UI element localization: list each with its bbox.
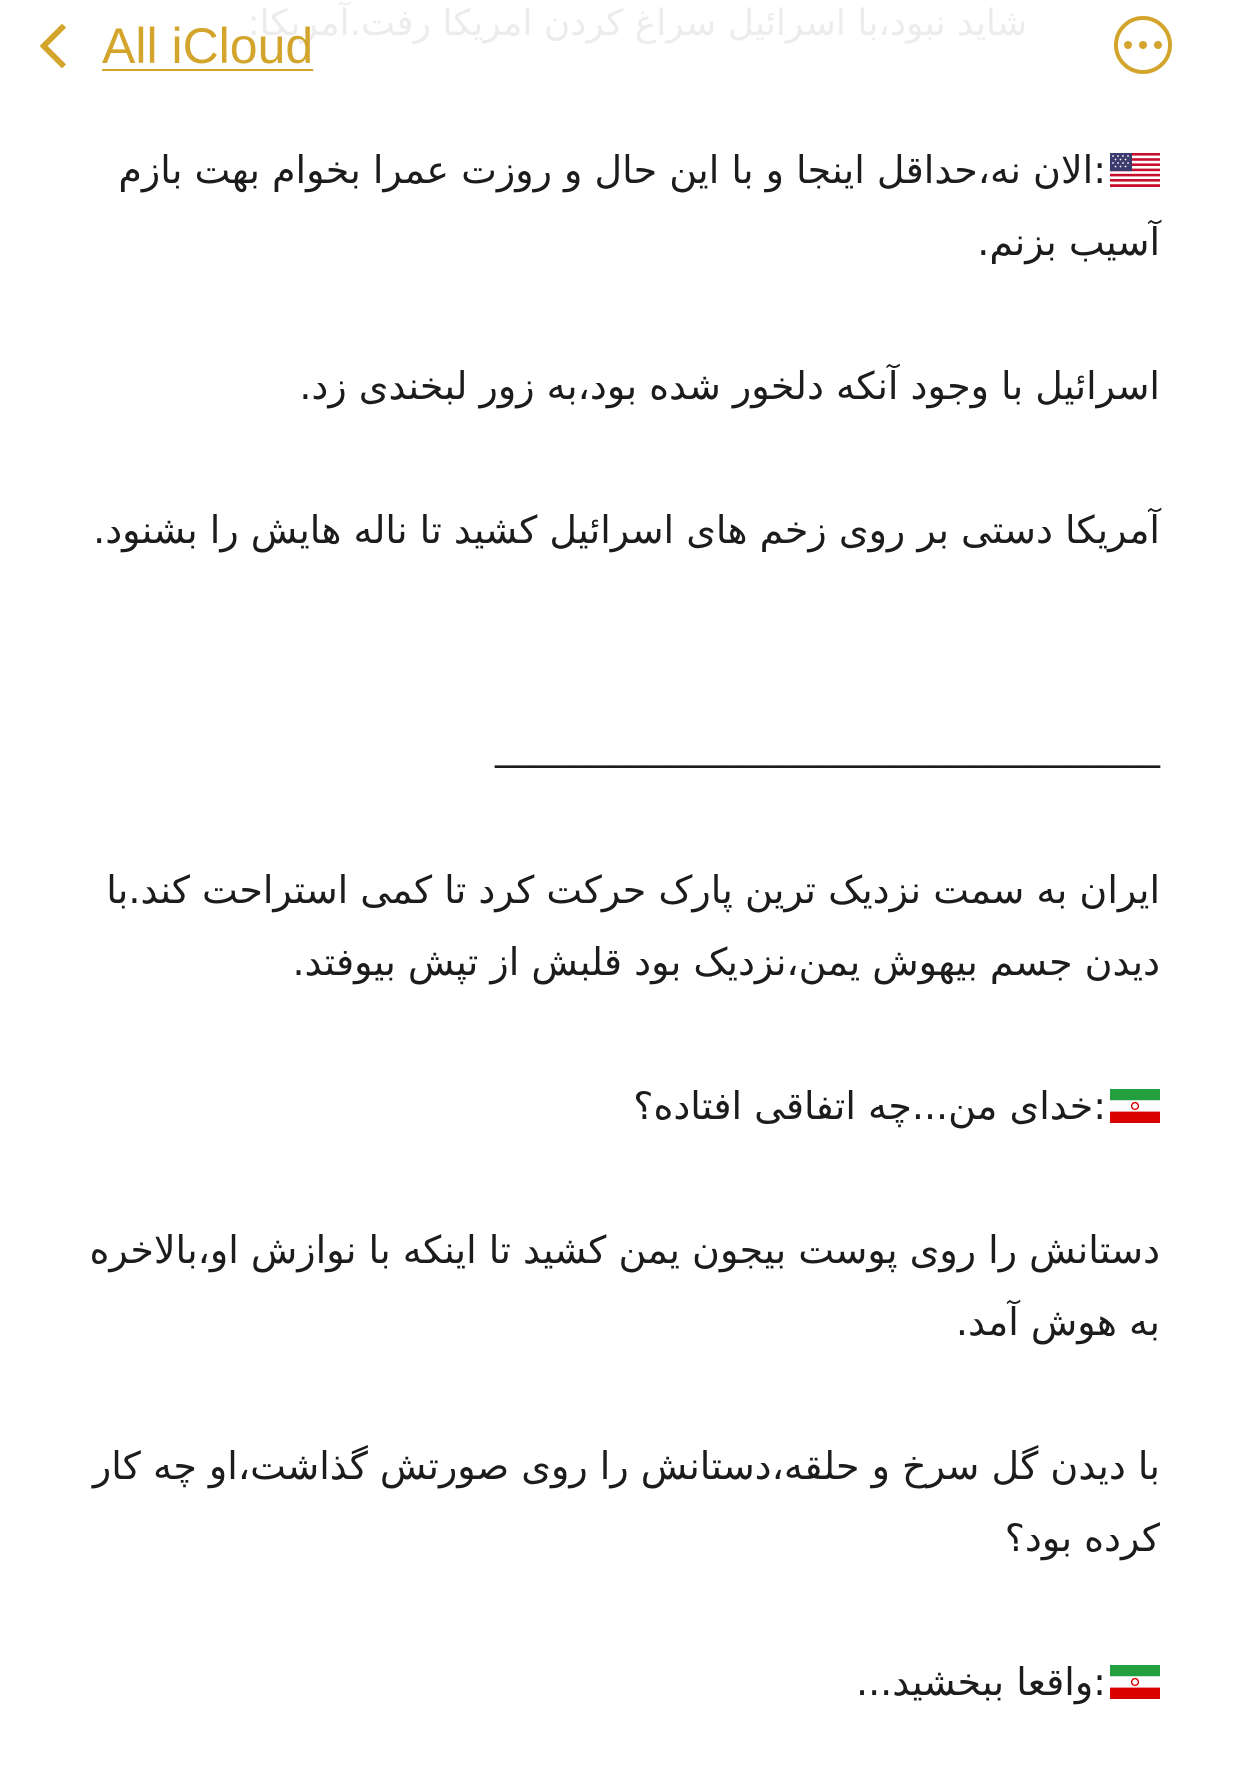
note-divider [70, 710, 1160, 782]
paragraph-text: اسرائیل با وجود آنکه دلخور شده بود،به زور لبخندی زد. [299, 364, 1160, 408]
scrolled-title-ghost: شاید نبود،با اسرائیل سراغ کردن امریکا رفت.آمریکا: [247, 3, 1027, 44]
note-paragraph-6 [70, 1214, 1160, 1358]
paragraph-text: :خدای من...چه اتفاقی افتاده؟ [633, 1084, 1106, 1128]
note-body[interactable] [70, 134, 1160, 1790]
note-paragraph-7 [70, 1430, 1160, 1574]
back-label: All iCloud [102, 18, 314, 74]
chevron-left-icon [39, 23, 84, 68]
divider-line: ___________________________________ [495, 724, 1160, 768]
note-paragraph-8 [70, 1646, 1160, 1718]
paragraph-text: با دیدن گل سرخ و حلقه،دستانش را روی صورتش گذاشت،او چه کار کرده بود؟ [92, 1444, 1160, 1560]
paragraph-text: ایران به سمت نزدیک ترین پارک حرکت کرد تا کمی استراحت کند.با دیدن جسم بیهوش یمن،نزدیک بود قلبش از تپش بیوفتد. [106, 868, 1160, 984]
iran-flag-icon [1110, 1650, 1160, 1684]
paragraph-text: دستانش را روی پوست بیجون یمن کشید تا اینکه با نوازش او،بالاخره به هوش آمد. [89, 1228, 1160, 1344]
note-paragraph-3 [70, 494, 1160, 566]
note-paragraph-4 [70, 854, 1160, 998]
note-paragraph-2 [70, 350, 1160, 422]
back-button[interactable] [36, 14, 313, 78]
ellipsis-circle-icon[interactable] [1114, 16, 1172, 74]
us-flag-icon [1110, 138, 1160, 172]
paragraph-text: :واقعا ببخشید... [856, 1660, 1106, 1704]
dot [1124, 41, 1132, 49]
navigation-bar [0, 0, 1242, 96]
paragraph-text: آمریکا دستی بر روی زخم های اسرائیل کشید تا ناله هایش را بشنود. [93, 508, 1160, 552]
dot [1154, 41, 1162, 49]
paragraph-text: :الان نه،حداقل اینجا و با این حال و روزت عمرا بخوام بهت بازم آسیب بزنم. [118, 148, 1160, 264]
iran-flag-icon [1110, 1074, 1160, 1108]
note-blank-line [70, 638, 1160, 710]
note-paragraph-5 [70, 1070, 1160, 1142]
dot [1139, 41, 1147, 49]
note-paragraph-1 [70, 134, 1160, 278]
